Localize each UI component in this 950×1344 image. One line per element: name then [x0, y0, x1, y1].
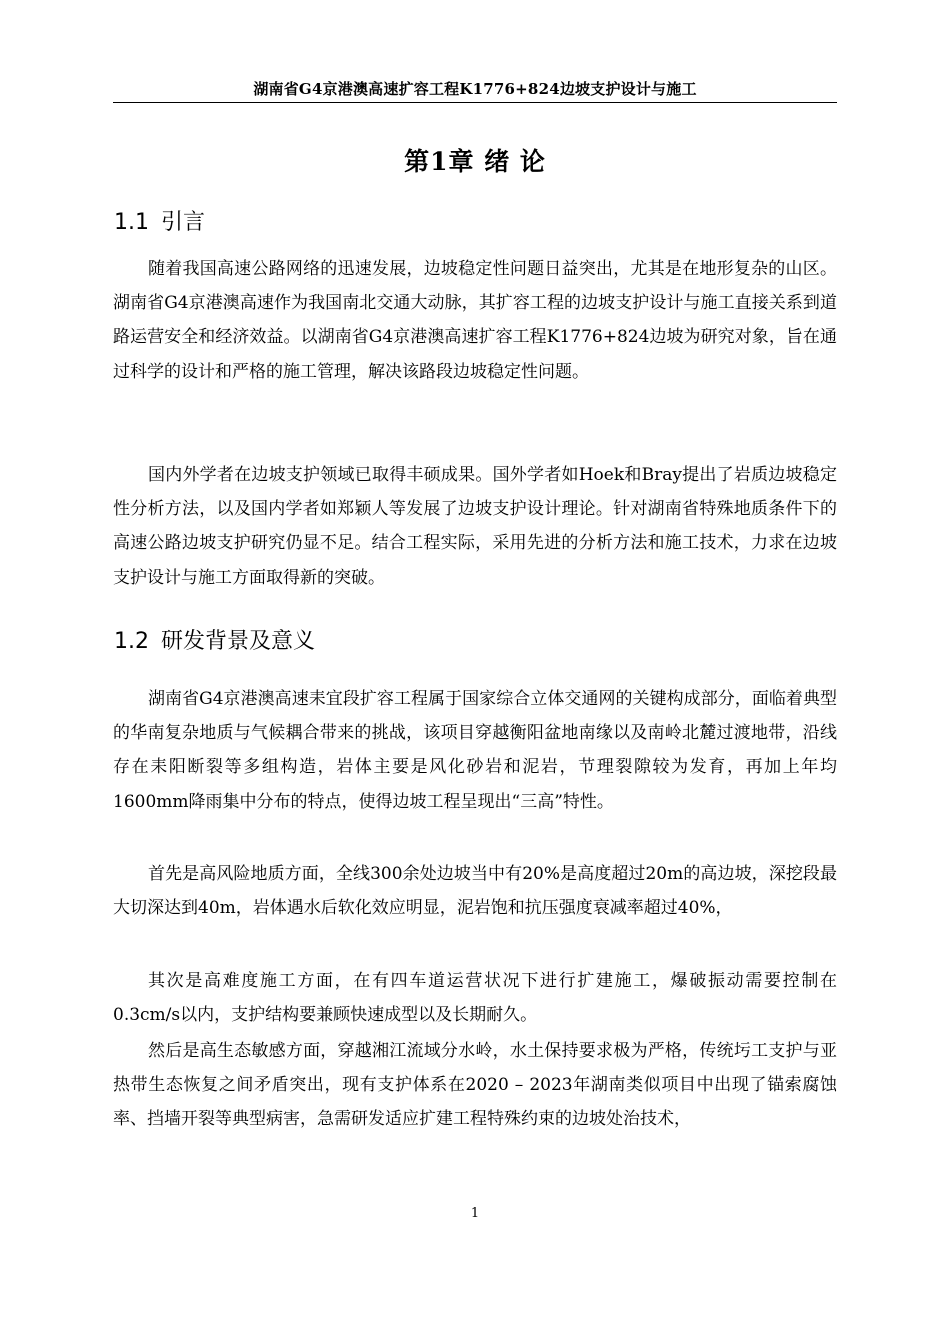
paragraph: 其次是高难度施工方面，在有四车道运营状况下进行扩建施工，爆破振动需要控制在0.3cm/s以内，支护结构要兼顾快速成型以及长期耐久。 — [113, 971, 837, 1026]
paragraph: 然后是高生态敏感方面，穿越湘江流域分水岭，水土保持要求极为严格，传统圬工支护与亚热带生态恢复之间矛盾突出，现有支护体系在2020 – 2023年湖南类似项目中出现了锚索腐蚀率、挡墙开裂等典型病害，急需研发适应扩建工程特殊约束的边坡处治技术， — [113, 1041, 837, 1130]
paragraph: 随着我国高速公路网络的迅速发展，边坡稳定性问题日益突出，尤其是在地形复杂的山区。湖南省G4京港澳高速作为我国南北交通大动脉，其扩容工程的边坡支护设计与施工直接关系到道路运营安全和经济效益。以湖南省G4京港澳高速扩容工程K1776+824边坡为研究对象，旨在通过科学的设计和严格的施工管理，解决该路段边坡稳定性问题。 — [113, 259, 837, 382]
section-number: 1.1 — [114, 210, 149, 235]
section-heading-1-2 — [114, 624, 315, 655]
paragraph: 湖南省G4京港澳高速耒宜段扩容工程属于国家综合立体交通网的关键构成部分，面临着典型的华南复杂地质与气候耦合带来的挑战，该项目穿越衡阳盆地南缘以及南岭北麓过渡地带，沿线存在耒阳断裂等多组构造，岩体主要是风化砂岩和泥岩，节理裂隙较为发育，再加上年均1600mm降雨集中分布的特点，使得边坡工程呈现出“三高”特性。 — [113, 689, 837, 812]
section-title: 引言 — [161, 210, 206, 235]
section-number: 1.2 — [114, 629, 149, 654]
paragraph: 国内外学者在边坡支护领域已取得丰硕成果。国外学者如Hoek和Bray提出了岩质边坡稳定性分析方法，以及国内学者如郑颖人等发展了边坡支护设计理论。针对湖南省特殊地质条件下的高速公路边坡支护研究仍显不足。结合工程实际，采用先进的分析方法和施工技术，力求在边坡支护设计与施工方面取得新的突破。 — [113, 465, 837, 588]
section-heading-1-1 — [114, 205, 205, 236]
paragraph: 首先是高风险地质方面，全线300余处边坡当中有20%是高度超过20m的高边坡，深挖段最大切深达到40m，岩体遇水后软化效应明显，泥岩饱和抗压强度衰减率超过40%， — [113, 864, 837, 919]
running-header: 湖南省G4京港澳高速扩容工程K1776+824边坡支护设计与施工 — [253, 80, 697, 98]
section-title: 研发背景及意义 — [161, 629, 316, 654]
chapter-title: 第1章 绪 论 — [404, 147, 546, 176]
page-number: 1 — [470, 1206, 480, 1221]
header-divider — [113, 102, 837, 103]
